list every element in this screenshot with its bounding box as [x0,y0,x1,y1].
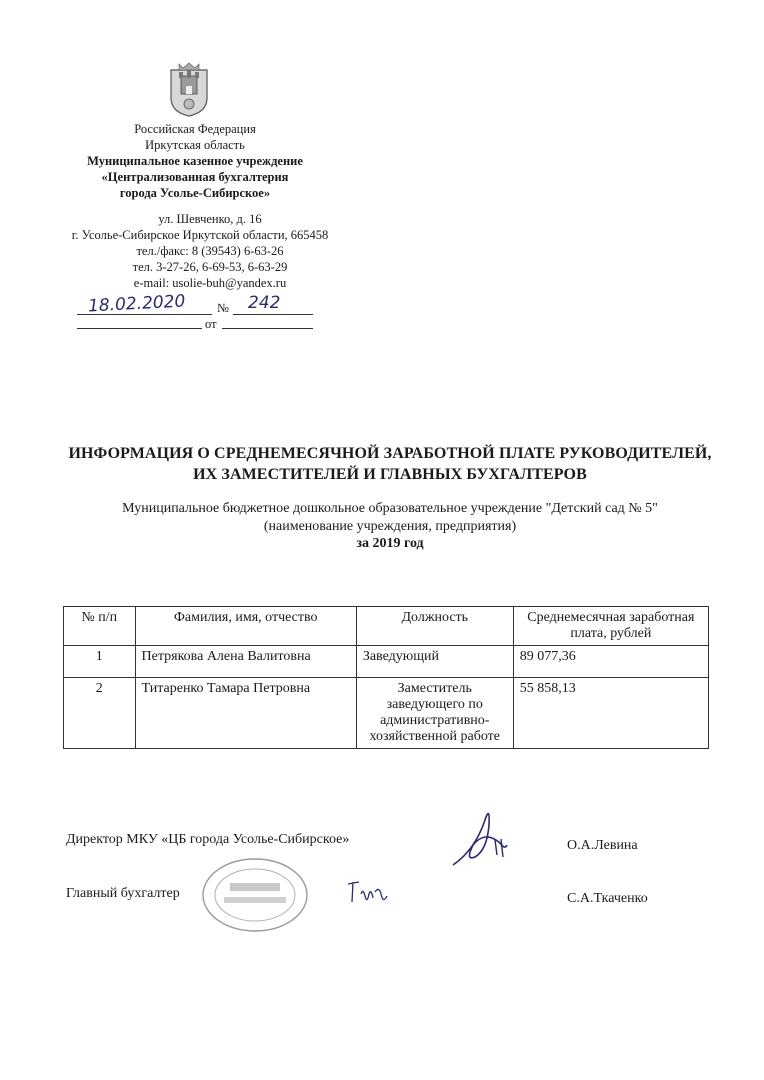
from-label: от [205,317,217,331]
ref-date-underline [77,328,202,329]
chief-accountant-title: Главный бухгалтер [66,886,180,901]
salary-table [63,606,709,749]
table-row [64,646,709,678]
number-sign: № [217,301,229,315]
letterhead-country: Российская Федерация [134,122,256,136]
number-underline [233,314,313,315]
organization-name: Муниципальное бюджетное дошкольное образовательное учреждение "Детский сад № 5" [122,501,658,516]
chief-accountant-name: С.А.Ткаченко [567,891,648,906]
outgoing-date-handwritten: 18.02.2020 [87,291,186,317]
letterhead-org-line2: «Централизованная бухгалтерия [101,170,289,184]
row-position: Заместитель заведующего по административно-хозяйственной работе [356,678,513,749]
letterhead-org-line1: Муниципальное казенное учреждение [87,154,303,168]
report-period: за 2019 год [356,536,424,551]
letterhead-phone-fax: тел./факс: 8 (39543) 6-63-26 [136,244,284,258]
row-number: 2 [64,678,136,749]
letterhead-org-line3: города Усолье-Сибирское» [119,186,271,200]
accountant-signature-graphic [345,876,390,911]
director-signature-graphic [445,795,525,875]
director-name: О.А.Левина [567,838,638,853]
row-average-salary: 89 077,36 [513,646,708,678]
row-number: 1 [64,646,136,678]
table-row [64,678,709,749]
header-number: № п/п [64,607,136,646]
row-full-name: Петрякова Алена Валитовна [135,646,356,678]
row-position: Заведующий [356,646,513,678]
coat-of-arms-emblem [167,62,211,118]
header-position: Должность [356,607,513,646]
letterhead-address-city: г. Усолье-Сибирское Иркутской области, 665458 [71,228,329,242]
letterhead-email: e-mail: usolie-buh@yandex.ru [133,276,287,290]
row-average-salary: 55 858,13 [513,678,708,749]
header-full-name: Фамилия, имя, отчество [135,607,356,646]
outgoing-number-handwritten: 242 [248,293,281,313]
table-header-row [64,607,709,646]
letterhead-phones: тел. 3-27-26, 6-69-53, 6-63-29 [132,260,288,274]
letterhead-address-street: ул. Шевченко, д. 16 [158,212,262,226]
document-title: ИНФОРМАЦИЯ О СРЕДНЕМЕСЯЧНОЙ ЗАРАБОТНОЙ ПЛАТЕ РУКОВОДИТЕЛЕЙ, ИХ ЗАМЕСТИТЕЛЕЙ И ГЛАВНЫХ БУХГАЛТЕРОВ [68,445,712,483]
ref-number-underline [222,328,313,329]
header-average-salary: Среднемесячная заработная плата, рублей [513,607,708,646]
row-full-name: Титаренко Тамара Петровна [135,678,356,749]
organization-caption: (наименование учреждения, предприятия) [263,519,517,534]
organization-stamp-graphic [200,855,310,935]
letterhead-region: Иркутская область [145,138,245,152]
director-title: Директор МКУ «ЦБ города Усолье-Сибирское» [66,832,350,847]
